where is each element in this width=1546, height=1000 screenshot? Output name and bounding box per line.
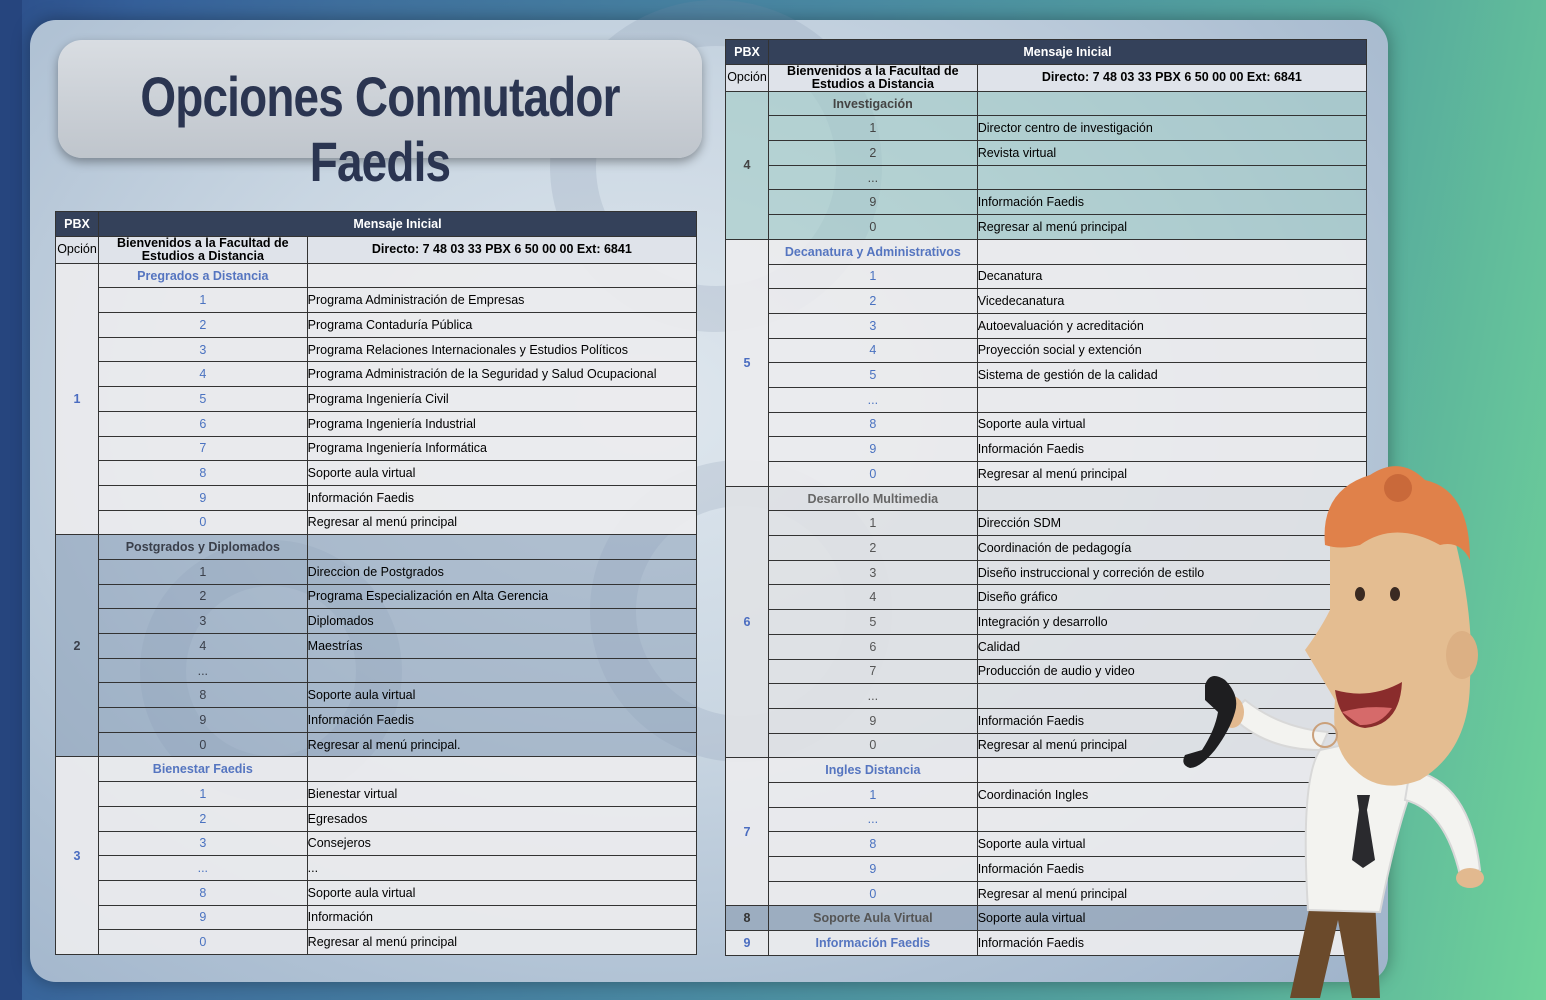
section-name: Pregrados a Distancia [98, 263, 307, 288]
section-number: 7 [726, 758, 769, 906]
option-code: 0 [98, 732, 307, 757]
option-label: Maestrías [307, 634, 696, 659]
option-label: Director centro de investigación [977, 116, 1366, 141]
option-code: 9 [98, 905, 307, 930]
table-row [726, 141, 1367, 166]
section-name: Postgrados y Diplomados [98, 535, 307, 560]
section-number: 4 [726, 91, 769, 239]
option-label: Soporte aula virtual [307, 683, 696, 708]
option-label: Programa Ingeniería Informática [307, 436, 696, 461]
option-code: 0 [98, 930, 307, 955]
section-blank-cell [977, 91, 1366, 116]
option-code: 9 [98, 708, 307, 733]
option-label: Integración y desarrollo [977, 610, 1366, 635]
option-code: 3 [98, 337, 307, 362]
table-row [726, 116, 1367, 141]
section-number: 8 [726, 906, 769, 931]
option-code: 0 [768, 881, 977, 906]
table-row [56, 634, 697, 659]
option-code: 1 [768, 511, 977, 536]
table-row [56, 436, 697, 461]
table-row [726, 363, 1367, 388]
option-label: Información Faedis [977, 931, 1366, 956]
section-name: Bienestar Faedis [98, 757, 307, 782]
option-code: 7 [768, 659, 977, 684]
section-name: Ingles Distancia [768, 758, 977, 783]
table-row [56, 905, 697, 930]
option-label [977, 387, 1366, 412]
title-banner [58, 40, 702, 193]
table-row [56, 930, 697, 955]
option-code: 4 [768, 338, 977, 363]
option-label: Soporte aula virtual [977, 832, 1366, 857]
table-row [726, 289, 1367, 314]
section-number: 6 [726, 486, 769, 758]
option-label: Información Faedis [307, 485, 696, 510]
option-label [977, 165, 1366, 190]
option-code: 5 [768, 363, 977, 388]
option-label: Coordinación Ingles [977, 782, 1366, 807]
option-label: Información Faedis [977, 437, 1366, 462]
table-row [726, 387, 1367, 412]
option-code: 2 [768, 536, 977, 561]
directo-text: Directo: 7 48 03 33 PBX 6 50 00 00 Ext: 6841 [977, 64, 1366, 91]
table-header-row [56, 212, 697, 237]
option-code: 9 [98, 485, 307, 510]
option-code: 0 [768, 462, 977, 487]
option-code: 8 [768, 412, 977, 437]
mensaje-inicial-header: Mensaje Inicial [98, 212, 696, 237]
pbx-header: PBX [56, 212, 99, 237]
table-row [56, 485, 697, 510]
option-code: 2 [98, 584, 307, 609]
option-label: Dirección SDM [977, 511, 1366, 536]
option-label: Diseño gráfico [977, 585, 1366, 610]
table-row [56, 831, 697, 856]
table-row [56, 732, 697, 757]
section-number: 1 [56, 263, 99, 535]
section-number: 2 [56, 535, 99, 757]
bienvenida-text: Bienvenidos a la Facultad de Estudios a Distancia [98, 236, 307, 263]
opcion-header: Opción [726, 64, 769, 91]
option-code: 3 [98, 831, 307, 856]
table-row [56, 559, 697, 584]
option-code: 8 [98, 880, 307, 905]
option-label: Soporte aula virtual [307, 461, 696, 486]
option-code: 7 [98, 436, 307, 461]
section-blank-cell [977, 239, 1366, 264]
option-label: Calidad [977, 634, 1366, 659]
option-label: Bienestar virtual [307, 782, 696, 807]
table-row [56, 708, 697, 733]
option-code: 2 [98, 806, 307, 831]
option-code: 1 [98, 782, 307, 807]
table-row [56, 880, 697, 905]
section-name: Decanatura y Administrativos [768, 239, 977, 264]
option-code: 6 [98, 411, 307, 436]
option-label: Autoevaluación y acreditación [977, 313, 1366, 338]
option-label: Regresar al menú principal [977, 215, 1366, 240]
option-code: 2 [768, 141, 977, 166]
table-row [56, 584, 697, 609]
option-label: Proyección social y extención [977, 338, 1366, 363]
option-code: 3 [98, 609, 307, 634]
option-code: 8 [98, 683, 307, 708]
table-row [56, 856, 697, 881]
table-row [726, 338, 1367, 363]
option-label: Programa Administración de Empresas [307, 288, 696, 313]
option-label: Programa Ingeniería Civil [307, 387, 696, 412]
option-code: 5 [98, 387, 307, 412]
section-header-row-1 [56, 263, 697, 288]
section-blank-cell [307, 535, 696, 560]
section-header-row-5 [726, 239, 1367, 264]
option-code: 4 [98, 634, 307, 659]
option-code: ... [98, 856, 307, 881]
option-label: Regresar al menú principal [977, 881, 1366, 906]
table-row [56, 782, 697, 807]
section-number: 5 [726, 239, 769, 486]
option-label: Vicedecanatura [977, 289, 1366, 314]
table-row [56, 411, 697, 436]
option-label: Regresar al menú principal [977, 733, 1366, 758]
table-row [726, 165, 1367, 190]
option-code: 1 [98, 559, 307, 584]
section-name: Desarrollo Multimedia [768, 486, 977, 511]
option-code: 3 [768, 560, 977, 585]
table-row [56, 658, 697, 683]
mensaje-inicial-header: Mensaje Inicial [768, 40, 1366, 65]
option-label: Diseño instruccional y correción de estilo [977, 560, 1366, 585]
section-blank-cell [307, 757, 696, 782]
directo-text: Directo: 7 48 03 33 PBX 6 50 00 00 Ext: 6841 [307, 236, 696, 263]
option-code: 0 [768, 215, 977, 240]
option-label: Información Faedis [977, 708, 1366, 733]
table-row [56, 510, 697, 535]
option-label: Información Faedis [307, 708, 696, 733]
opcion-header: Opción [56, 236, 99, 263]
table-row [726, 215, 1367, 240]
bienvenida-text: Bienvenidos a la Facultad de Estudios a Distancia [768, 64, 977, 91]
table-row [56, 806, 697, 831]
option-code: 2 [768, 289, 977, 314]
section-number: 9 [726, 931, 769, 956]
option-label: Programa Ingeniería Industrial [307, 411, 696, 436]
option-code: ... [768, 165, 977, 190]
option-label: Consejeros [307, 831, 696, 856]
option-label: Diplomados [307, 609, 696, 634]
option-code: 8 [98, 461, 307, 486]
section-name: Información Faedis [768, 931, 977, 956]
table-row [56, 337, 697, 362]
section-header-row-2 [56, 535, 697, 560]
option-code: 9 [768, 857, 977, 882]
table-row [726, 190, 1367, 215]
option-label: Programa Contaduría Pública [307, 313, 696, 338]
option-label: Revista virtual [977, 141, 1366, 166]
table-subheader-row [726, 64, 1367, 91]
section-header-row-3 [56, 757, 697, 782]
option-code: 1 [768, 782, 977, 807]
option-code: 8 [768, 832, 977, 857]
option-label: Soporte aula virtual [977, 412, 1366, 437]
option-label: Regresar al menú principal [977, 462, 1366, 487]
option-code: ... [768, 684, 977, 709]
option-code: 2 [98, 313, 307, 338]
option-label: Información Faedis [977, 190, 1366, 215]
section-header-row-4 [726, 91, 1367, 116]
option-label: Direccion de Postgrados [307, 559, 696, 584]
table-row [56, 683, 697, 708]
table-row [56, 313, 697, 338]
table-subheader-row [56, 236, 697, 263]
table-row [726, 412, 1367, 437]
option-label: Producción de audio y video [977, 659, 1366, 684]
option-label: Regresar al menú principal [307, 930, 696, 955]
table-row [56, 362, 697, 387]
option-code: 1 [768, 264, 977, 289]
table-header-row [726, 40, 1367, 65]
option-label: Información Faedis [977, 857, 1366, 882]
option-code: 9 [768, 437, 977, 462]
option-label: Regresar al menú principal. [307, 732, 696, 757]
option-code: 0 [768, 733, 977, 758]
table-row [726, 313, 1367, 338]
section-name: Investigación [768, 91, 977, 116]
option-label: Soporte aula virtual [307, 880, 696, 905]
option-label: Regresar al menú principal [307, 510, 696, 535]
section-number: 3 [56, 757, 99, 955]
table-row [726, 264, 1367, 289]
table-row [56, 387, 697, 412]
table-row [56, 461, 697, 486]
option-label: Información [307, 905, 696, 930]
pbx-options-table-left [55, 211, 697, 955]
option-label: Sistema de gestión de la calidad [977, 363, 1366, 388]
option-code: 5 [768, 610, 977, 635]
option-code: ... [98, 658, 307, 683]
option-label: Programa Especialización en Alta Gerencia [307, 584, 696, 609]
option-code: 0 [98, 510, 307, 535]
page-title: Opciones Conmutador Faedis [140, 65, 620, 193]
option-label: Egresados [307, 806, 696, 831]
table-row [56, 288, 697, 313]
option-code: 1 [768, 116, 977, 141]
option-code: 9 [768, 190, 977, 215]
option-label: ... [307, 856, 696, 881]
option-code: ... [768, 807, 977, 832]
option-code: 6 [768, 634, 977, 659]
background-strip [0, 0, 22, 1000]
option-code: 1 [98, 288, 307, 313]
table-row [56, 609, 697, 634]
pbx-header: PBX [726, 40, 769, 65]
option-label: Decanatura [977, 264, 1366, 289]
man-with-phone-illustration [1170, 450, 1510, 1000]
option-label: Programa Administración de la Seguridad y Salud Ocupacional [307, 362, 696, 387]
option-label: Soporte aula virtual [977, 906, 1366, 931]
option-code: 9 [768, 708, 977, 733]
option-code: ... [768, 387, 977, 412]
section-blank-cell [307, 263, 696, 288]
option-label: Programa Relaciones Internacionales y Estudios Políticos [307, 337, 696, 362]
option-code: 4 [98, 362, 307, 387]
option-code: 4 [768, 585, 977, 610]
option-label: Coordinación de pedagogía [977, 536, 1366, 561]
section-name: Soporte Aula Virtual [768, 906, 977, 931]
option-label [307, 658, 696, 683]
option-code: 3 [768, 313, 977, 338]
